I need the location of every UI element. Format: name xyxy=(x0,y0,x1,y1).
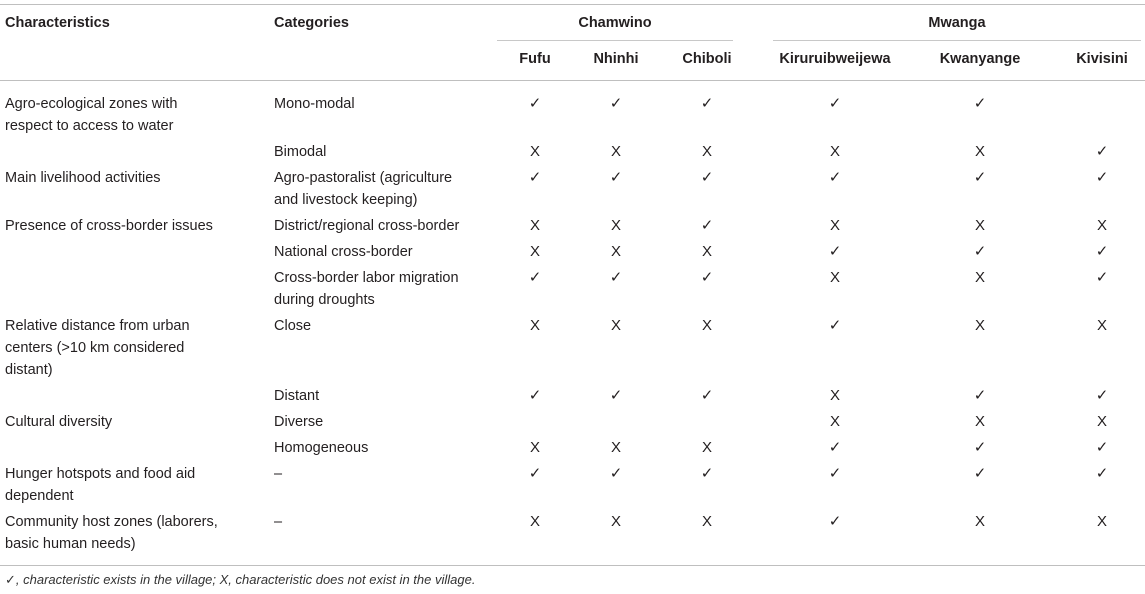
characteristic-label: Presence of cross-border issues xyxy=(5,218,213,234)
status-mark-kwanyange: ✓ xyxy=(973,439,987,456)
status-mark-kivisini: ✓ xyxy=(1095,465,1109,482)
status-mark-kivisini: X xyxy=(1096,413,1107,430)
characteristic-label: Relative distance from urban xyxy=(5,318,190,334)
characteristic-label: Hunger hotspots and food aid xyxy=(5,466,196,482)
status-mark-kivisini: X xyxy=(1096,513,1107,530)
header-village-fufu: Fufu xyxy=(519,51,551,67)
status-mark-kivisini: X xyxy=(1096,317,1107,334)
category-label: during droughts xyxy=(274,292,375,308)
status-mark-kwanyange: ✓ xyxy=(973,243,987,260)
status-mark-chiboli: ✓ xyxy=(700,269,714,286)
status-mark-fufu: ✓ xyxy=(528,387,542,404)
status-mark-chiboli: ✓ xyxy=(700,95,714,112)
header-village-nhinhi: Nhinhi xyxy=(593,51,639,67)
status-mark-chiboli: X xyxy=(701,317,712,334)
status-mark-chiboli: ✓ xyxy=(700,465,714,482)
status-mark-kwanyange: X xyxy=(974,513,985,530)
status-mark-kwanyange: ✓ xyxy=(973,169,987,186)
status-mark-chiboli: ✓ xyxy=(700,387,714,404)
category-label: Agro-pastoralist (agriculture xyxy=(274,170,453,186)
header-village-kivisini: Kivisini xyxy=(1076,51,1128,67)
status-mark-fufu: X xyxy=(529,143,540,160)
status-mark-nhinhi: ✓ xyxy=(609,465,623,482)
header-group-mwanga: Mwanga xyxy=(928,15,986,31)
status-mark-fufu: X xyxy=(529,243,540,260)
status-mark-fufu: ✓ xyxy=(528,465,542,482)
characteristic-label: basic human needs) xyxy=(5,536,136,552)
characteristic-label: dependent xyxy=(5,488,74,504)
status-mark-nhinhi: X xyxy=(610,317,621,334)
header-categories: Categories xyxy=(274,15,349,31)
category-label: Cross-border labor migration xyxy=(274,270,459,286)
status-mark-fufu: X xyxy=(529,439,540,456)
category-label: – xyxy=(274,466,283,482)
characteristic-label: centers (>10 km considered xyxy=(5,340,185,356)
status-mark-kiruruibweijewa: ✓ xyxy=(828,317,842,334)
category-label: Homogeneous xyxy=(274,440,369,456)
status-mark-kiruruibweijewa: ✓ xyxy=(828,169,842,186)
status-mark-kiruruibweijewa: X xyxy=(829,413,840,430)
top-rule xyxy=(0,4,1145,5)
status-mark-nhinhi: ✓ xyxy=(609,387,623,404)
status-mark-kivisini: ✓ xyxy=(1095,243,1109,260)
status-mark-chiboli: ✓ xyxy=(700,217,714,234)
header-rule xyxy=(0,80,1145,81)
status-mark-kwanyange: X xyxy=(974,143,985,160)
status-mark-kivisini: ✓ xyxy=(1095,387,1109,404)
status-mark-nhinhi: ✓ xyxy=(609,269,623,286)
status-mark-chiboli: X xyxy=(701,243,712,260)
status-mark-kwanyange: ✓ xyxy=(973,95,987,112)
status-mark-nhinhi: X xyxy=(610,143,621,160)
category-label: Distant xyxy=(274,388,320,404)
status-mark-nhinhi: ✓ xyxy=(609,169,623,186)
status-mark-kwanyange: X xyxy=(974,269,985,286)
status-mark-nhinhi: ✓ xyxy=(609,95,623,112)
category-label: National cross-border xyxy=(274,244,413,260)
category-label: Close xyxy=(274,318,312,334)
status-mark-kiruruibweijewa: ✓ xyxy=(828,513,842,530)
category-label: Mono-modal xyxy=(274,96,355,112)
status-mark-chiboli: X xyxy=(701,513,712,530)
status-mark-nhinhi: X xyxy=(610,217,621,234)
category-label: and livestock keeping) xyxy=(274,192,418,208)
header-group-chamwino: Chamwino xyxy=(578,15,652,31)
status-mark-kiruruibweijewa: ✓ xyxy=(828,243,842,260)
characteristic-label: distant) xyxy=(5,362,53,378)
status-mark-nhinhi: X xyxy=(610,439,621,456)
status-mark-nhinhi: X xyxy=(610,513,621,530)
header-village-kiruruibweijewa: Kiruruibweijewa xyxy=(779,51,891,67)
table-footnote: ✓, characteristic exists in the village; X, characteristic does not exist in the village. xyxy=(5,572,476,587)
category-label: Bimodal xyxy=(274,144,327,160)
status-mark-chiboli: X xyxy=(701,143,712,160)
status-mark-kwanyange: X xyxy=(974,217,985,234)
status-mark-kiruruibweijewa: X xyxy=(829,217,840,234)
category-label: Diverse xyxy=(274,414,324,430)
status-mark-kiruruibweijewa: X xyxy=(829,143,840,160)
status-mark-kiruruibweijewa: ✓ xyxy=(828,95,842,112)
header-characteristics: Characteristics xyxy=(5,15,110,31)
status-mark-kwanyange: X xyxy=(974,317,985,334)
category-label: District/regional cross-border xyxy=(274,218,460,234)
status-mark-nhinhi: X xyxy=(610,243,621,260)
status-mark-kivisini: ✓ xyxy=(1095,439,1109,456)
status-mark-fufu: ✓ xyxy=(528,269,542,286)
status-mark-kivisini: ✓ xyxy=(1095,269,1109,286)
status-mark-fufu: ✓ xyxy=(528,95,542,112)
status-mark-fufu: X xyxy=(529,317,540,334)
category-label: – xyxy=(274,514,283,530)
status-mark-kwanyange: ✓ xyxy=(973,465,987,482)
status-mark-fufu: X xyxy=(529,217,540,234)
status-mark-fufu: X xyxy=(529,513,540,530)
bottom-rule xyxy=(0,565,1145,566)
characteristic-label: Community host zones (laborers, xyxy=(5,514,218,530)
status-mark-kivisini: ✓ xyxy=(1095,169,1109,186)
header-village-chiboli: Chiboli xyxy=(682,51,732,67)
status-mark-kwanyange: X xyxy=(974,413,985,430)
status-mark-fufu: ✓ xyxy=(528,169,542,186)
group-rule-chamwino xyxy=(497,40,733,41)
status-mark-kiruruibweijewa: X xyxy=(829,269,840,286)
characteristic-label: Main livelihood activities xyxy=(5,170,161,186)
characteristic-label: respect to access to water xyxy=(5,118,174,134)
status-mark-kiruruibweijewa: X xyxy=(829,387,840,404)
group-rule-mwanga xyxy=(773,40,1141,41)
header-village-kwanyange: Kwanyange xyxy=(939,51,1021,67)
status-mark-kivisini: X xyxy=(1096,217,1107,234)
characteristic-label: Cultural diversity xyxy=(5,414,113,430)
status-mark-kiruruibweijewa: ✓ xyxy=(828,439,842,456)
status-mark-chiboli: ✓ xyxy=(700,169,714,186)
status-mark-kivisini: ✓ xyxy=(1095,143,1109,160)
status-mark-kwanyange: ✓ xyxy=(973,387,987,404)
status-mark-chiboli: X xyxy=(701,439,712,456)
characteristic-label: Agro-ecological zones with xyxy=(5,96,178,112)
status-mark-kiruruibweijewa: ✓ xyxy=(828,465,842,482)
